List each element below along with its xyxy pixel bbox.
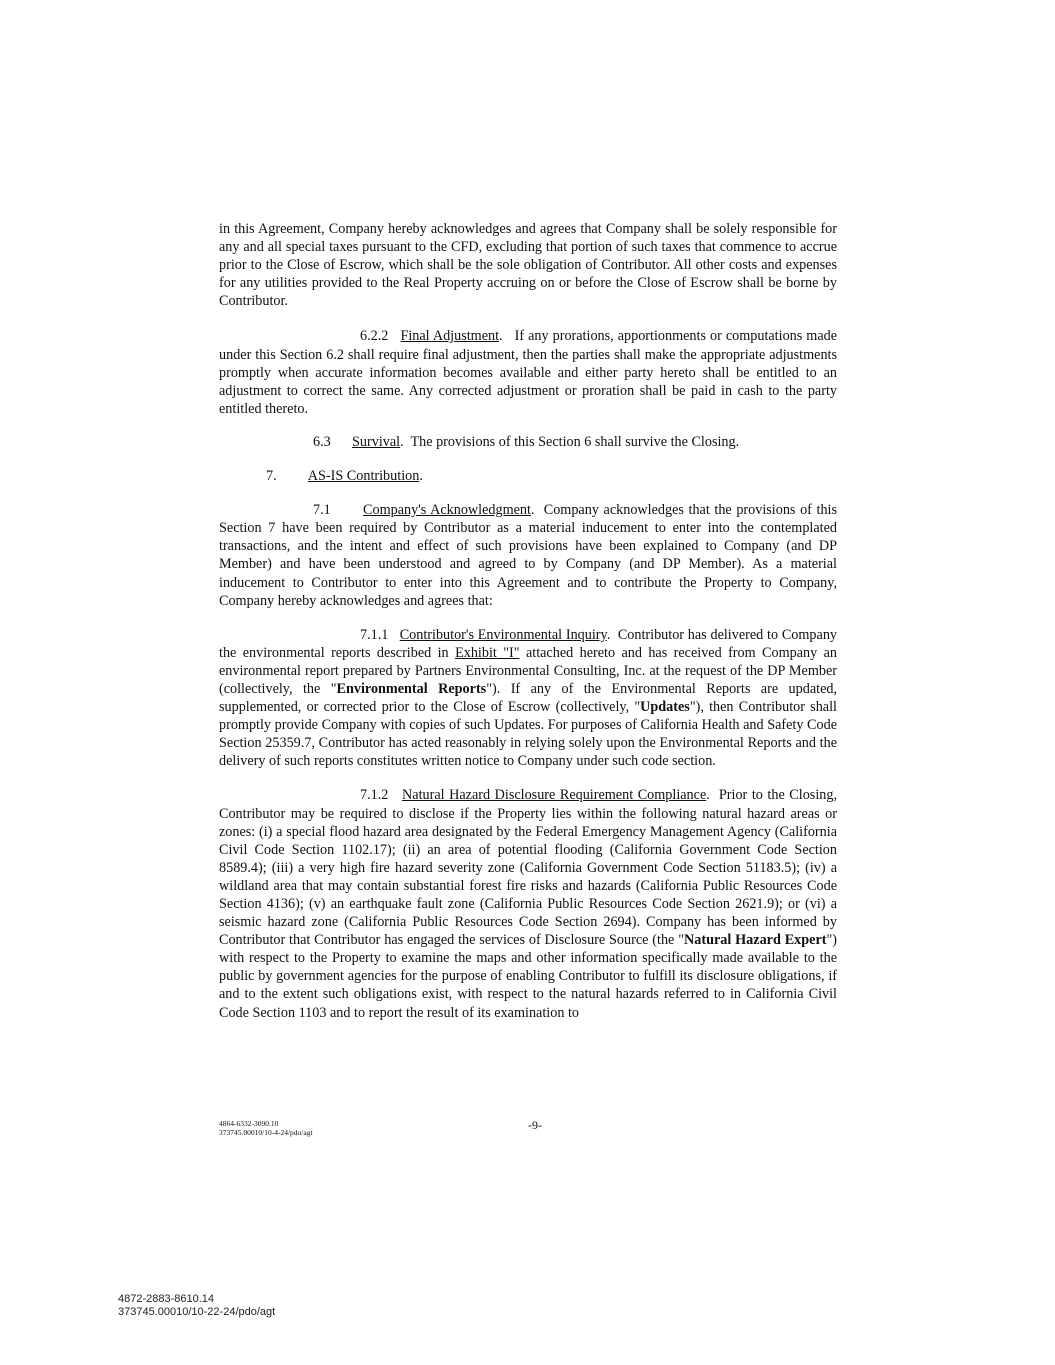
footer-doc-id-line-2: 373745.00010/10-4-24/pdo/agt xyxy=(219,1128,313,1137)
bottom-doc-id-line-1: 4872-2883-8610.14 xyxy=(118,1293,215,1305)
section-6-3: 6.3 Survival. The provisions of this Section 6 shall survive the Closing. xyxy=(219,433,837,451)
defined-term: Updates xyxy=(640,699,690,716)
section-text: attached hereto and has received from Company an environmental report prepared by Partners Environmental Consulting, Inc. at the request of the DP Member (collectively, the " xyxy=(219,644,838,697)
exhibit-reference: Exhibit "I" xyxy=(455,644,520,661)
section-text: The provisions of this Section 6 shall survive the Closing. xyxy=(410,433,740,450)
body-text xyxy=(219,220,837,1022)
section-title: Company's Acknowledgment xyxy=(363,502,531,519)
section-7-1: 7.1 Company's Acknowledgment. Company acknowledges that the provisions of this Section 7 have been required by Contributor as a material inducement to enter into the contemplated transactions, and the intent and effect of such provisions have been explained to Company (and DP Member) and have been understood and agreed to by Company (and DP Member). As a material inducement to Contributor to enter into this Agreement and to contribute the Property to Company, Company hereby acknowledges and agrees that: xyxy=(219,502,837,609)
bottom-doc-id xyxy=(118,1293,275,1319)
page-number: -9- xyxy=(528,1118,542,1132)
defined-term: Natural Hazard Expert xyxy=(684,932,827,949)
section-text: Prior to the Closing, Contributor may be required to disclose if the Property lies within the following natural hazard areas or zones: (i) a special flood hazard area designated by the Federal Emergency Management Agency (California Civil Code Section 1102.17); (ii) an area of potential flooding (California Government Code Section 8589.4); (iii) a very high fire hazard severity zone (California Government Code Section 51183.5); (iv) a wildland area that may contain substantial forest fire risks and hazards (California Public Resources Code Section 4136); (v) an earthquake fault zone (California Public Resources Code Section 2621.9); or (vi) a seismic hazard zone (California Public Resources Code Section 2694). Company has been informed by Contributor that Contributor has engaged the services of Disclosure Source (the " xyxy=(219,787,837,949)
section-number: 7.1 xyxy=(313,502,331,519)
section-text: ") with respect to the Property to examine the maps and other information specifically made available to the public by government agencies for the purpose of enabling Contributor to fulfill its disclosure obligations, if and to the extent such obligations exist, with respect to the natural hazards referred to in California Civil Code Section 1103 and to report the result of its examination to xyxy=(219,932,837,1021)
bottom-doc-id-line-2: 373745.00010/10-22-24/pdo/agt xyxy=(118,1306,276,1318)
section-number: 7.1.1 xyxy=(360,626,389,643)
section-7: 7. AS-IS Contribution. xyxy=(219,467,837,485)
defined-term: Environmental Reports xyxy=(336,680,487,697)
footer-doc-id xyxy=(219,1119,313,1137)
section-number: 7.1.2 xyxy=(360,787,389,804)
section-number: 6.3 xyxy=(313,433,331,450)
section-title: Natural Hazard Disclosure Requirement Compliance xyxy=(402,787,707,804)
section-7-1-2: 7.1.2 Natural Hazard Disclosure Requirement Compliance. Prior to the Closing, Contributor may be required to disclose if the Property lies within the following natural hazard areas or zones: (i) a special flood hazard area designated by the Federal Emergency Management Agency (California Civil Code Section 1102.17); (ii) an area of potential flooding (California Government Code Section 8589.4); (iii) a very high fire hazard severity zone (California Government Code Section 51183.5); (iv) a wildland area that may contain substantial forest fire risks and hazards (California Public Resources Code Section 4136); (v) an earthquake fault zone (California Public Resources Code Section 2621.9); or (vi) a seismic hazard zone (California Public Resources Code Section 2694). Company has been informed by Contributor that Contributor has engaged the services of Disclosure Source (the "Natural Hazard Expert") with respect to the Property to examine the maps and other information specifically made available to the public by government agencies for the purpose of enabling Contributor to fulfill its disclosure obligations, if and to the extent such obligations exist, with respect to the natural hazards referred to in California Civil Code Section 1103 and to report the result of its examination to xyxy=(219,787,837,1021)
section-6-2-2: 6.2.2 Final Adjustment. If any prorations, apportionments or computations made under this Section 6.2 shall require final adjustment, then the parties shall make the appropriate adjustments promptly when accurate information becomes available and either party hereto shall be entitled to an adjustment to correct the same. Any corrected adjustment or proration shall be paid in cash to the party entitled thereto. xyxy=(219,328,838,417)
section-text: If any prorations, apportionments or computations made under this Section 6.2 shall require final adjustment, then the parties shall make the appropriate adjustments promptly when accurate information becomes available and either party hereto shall be entitled to an adjustment to correct the same. Any corrected adjustment or proration shall be paid in cash to the party entitled thereto. xyxy=(219,328,838,417)
section-title: Final Adjustment xyxy=(400,328,500,345)
section-title: Survival xyxy=(352,433,401,450)
section-title: AS-IS Contribution xyxy=(307,468,420,485)
section-text: Contributor has delivered to Company the environmental reports described in xyxy=(219,626,838,661)
section-number: 6.2.2 xyxy=(360,328,389,345)
footer-doc-id-line-1: 4864-6332-3090.10 xyxy=(219,1119,279,1128)
section-text: Company acknowledges that the provisions of this Section 7 have been required by Contributor as a material inducement to enter into the contemplated transactions, and the intent and effect of such provisions have been explained to Company (and DP Member) and have been understood and agreed to by Company (and DP Member). As a material inducement to Contributor to enter into this Agreement and to contribute the Property to Company, Company hereby acknowledges and agrees that: xyxy=(219,502,837,609)
paragraph-continuation: in this Agreement, Company hereby acknowledges and agrees that Company shall be solely responsible for any and all special taxes pursuant to the CFD, excluding that portion of such taxes that commence to accrue prior to the Close of Escrow, which shall be the sole obligation of Contributor. All other costs and expenses for any utilities provided to the Real Property accruing on or before the Close of Escrow shall be borne by Contributor. xyxy=(219,221,837,310)
section-7-1-1: 7.1.1 Contributor's Environmental Inquiry. Contributor has delivered to Company the environmental reports described in Exhibit "I" attached hereto and has received from Company an environmental report prepared by Partners Environmental Consulting, Inc. at the request of the DP Member (collectively, the "Environmental Reports"). If any of the Environmental Reports are updated, supplemented, or corrected prior to the Close of Escrow (collectively, "Updates"), then Contributor shall promptly provide Company with copies of such Updates. For purposes of California Health and Safety Code Section 25359.7, Contributor has acted reasonably in relying solely upon the Environmental Reports and the delivery of such reports constitutes written notice to Company under such code section. xyxy=(219,626,838,770)
section-text: "), then Contributor shall promptly provide Company with copies of such Updates. For purposes of California Health and Safety Code Section 25359.7, Contributor has acted reasonably in relying solely upon the Environmental Reports and the delivery of such reports constitutes written notice to Company under such code section. xyxy=(219,699,837,770)
section-text: "). If any of the Environmental Reports are updated, supplemented, or corrected prior to the Close of Escrow (collectively, " xyxy=(219,680,838,716)
section-number: 7. xyxy=(266,468,277,485)
section-title: Contributor's Environmental Inquiry xyxy=(399,626,607,643)
